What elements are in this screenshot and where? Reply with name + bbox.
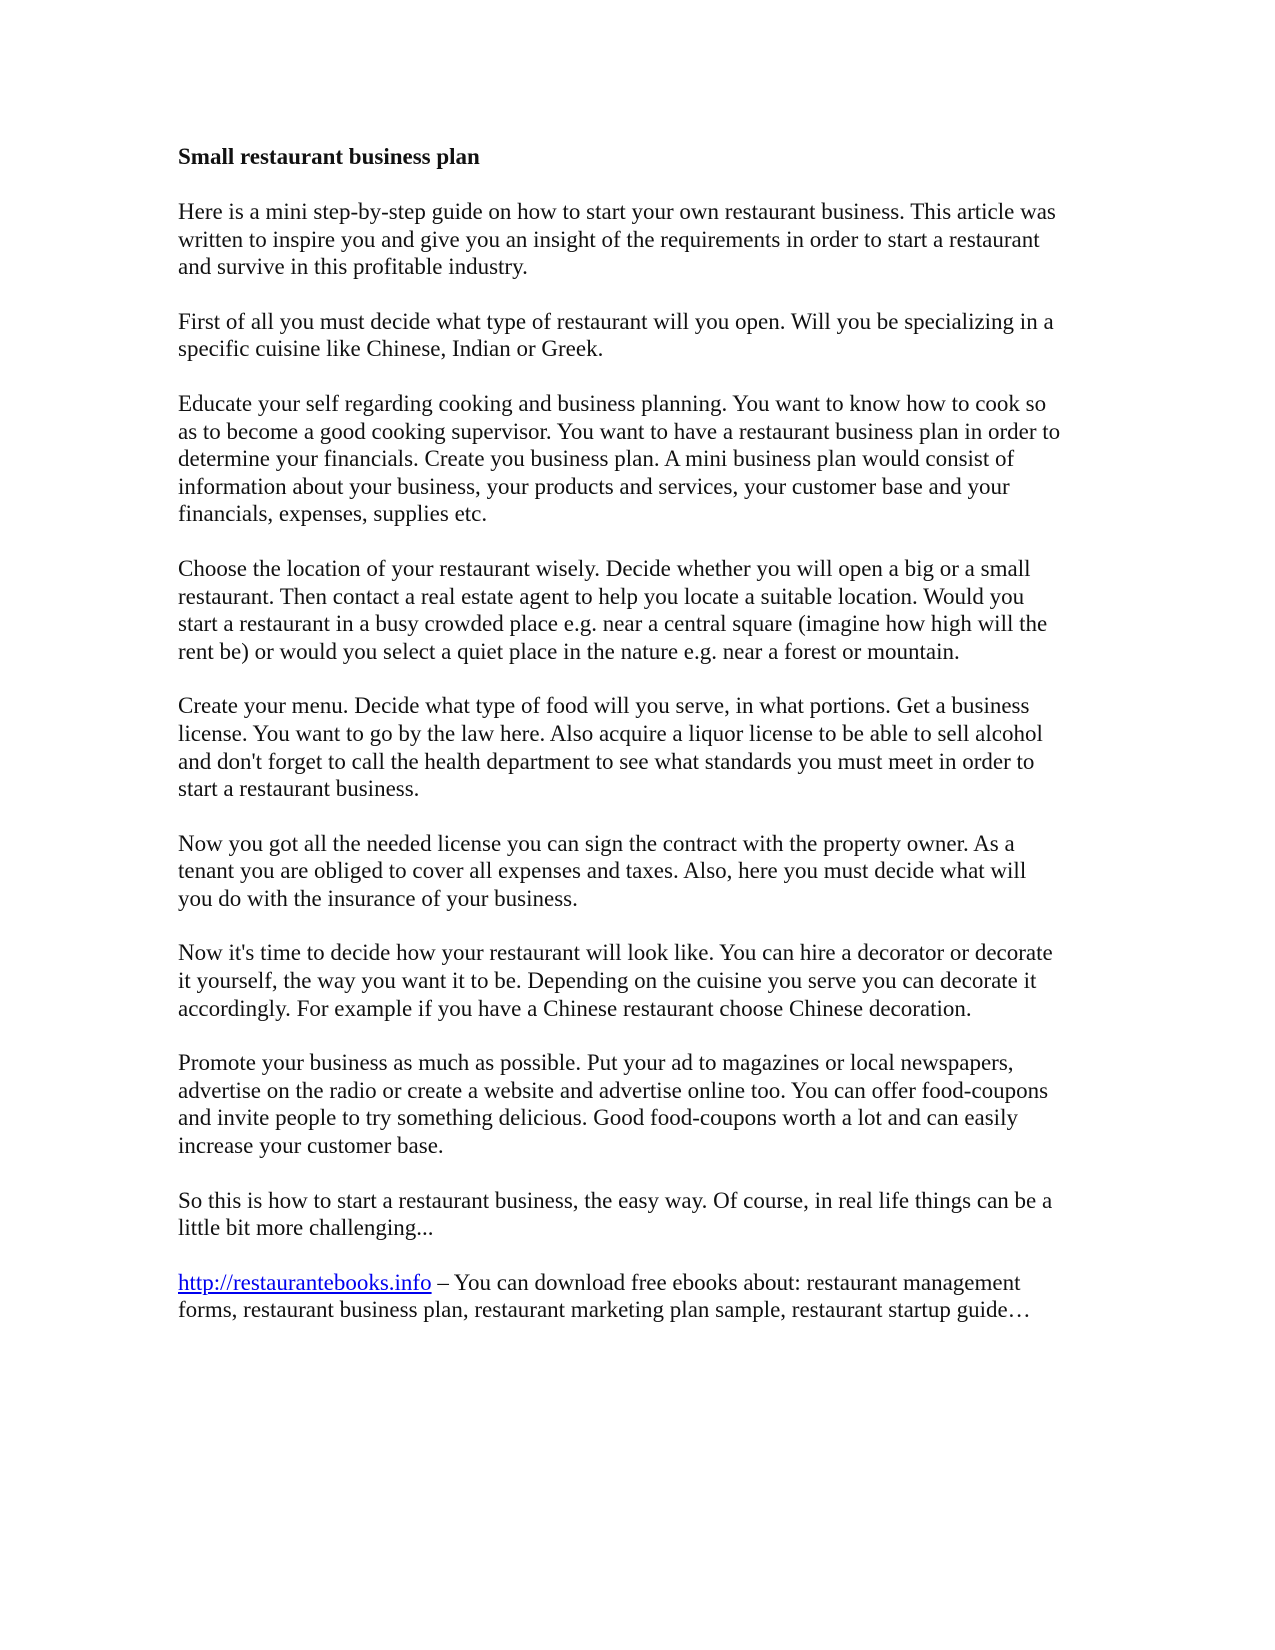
paragraph-decoration: Now it's time to decide how your restaurant will look like. You can hire a decorator or decorate it yourself, the way you want it to be. Depending on the cuisine you serve you can decorate it accordingly. For example if you have a Chinese restaurant choose Chinese decoration. (178, 940, 1053, 1021)
document-page (178, 143, 1063, 1351)
paragraph-menu-license: Create your menu. Decide what type of food will you serve, in what portions. Get a business license. You want to go by the law here. Also acquire a liquor license to be able to sell alcohol and don't forget to call the health department to see what standards you must meet in order to start a restaurant business. (178, 693, 1043, 802)
paragraph-contract: Now you got all the needed license you can sign the contract with the property owner. As a tenant you are obliged to cover all expenses and taxes. Also, here you must decide what will you do with the insurance of your business. (178, 830, 1027, 911)
paragraph-education: Educate your self regarding cooking and business planning. You want to know how to cook so as to become a good cooking supervisor. You want to have a restaurant business plan in order to determine your financials. Create you business plan. A mini business plan would consist of information about your business, your products and services, your customer base and your financials, expenses, supplies etc. (178, 390, 1061, 527)
paragraph-conclusion: So this is how to start a restaurant business, the easy way. Of course, in real life things can be a little bit more challenging... (178, 1187, 1053, 1241)
paragraph-location: Choose the location of your restaurant wisely. Decide whether you will open a big or a small restaurant. Then contact a real estate agent to help you locate a suitable location. Would you start a restaurant in a busy crowded place e.g. near a central square (imagine how high will the rent be) or would you select a quiet place in the nature e.g. near a forest or mountain. (178, 555, 1048, 664)
paragraph-restaurant-type: First of all you must decide what type of restaurant will you open. Will you be specializing in a specific cuisine like Chinese, Indian or Greek. (178, 308, 1054, 362)
paragraph-intro: Here is a mini step-by-step guide on how to start your own restaurant business. This article was written to inspire you and give you an insight of the requirements in order to start a restaurant and survive in this profitable industry. (178, 199, 1056, 280)
paragraph-promotion: Promote your business as much as possible. Put your ad to magazines or local newspapers, advertise on the radio or create a website and advertise online too. You can offer food-coupons and invite people to try something delicious. Good food-coupons worth a lot and can easily increase your customer base. (178, 1050, 1049, 1159)
document-title: Small restaurant business plan (178, 144, 480, 169)
paragraph-footer (178, 1269, 1063, 1324)
restaurantebooks-link[interactable]: http://restaurantebooks.info (178, 1269, 432, 1295)
footer-text: – You can download free ebooks about: restaurant management forms, restaurant business plan, restaurant marketing plan sample, restaurant startup guide… (178, 1269, 1031, 1323)
